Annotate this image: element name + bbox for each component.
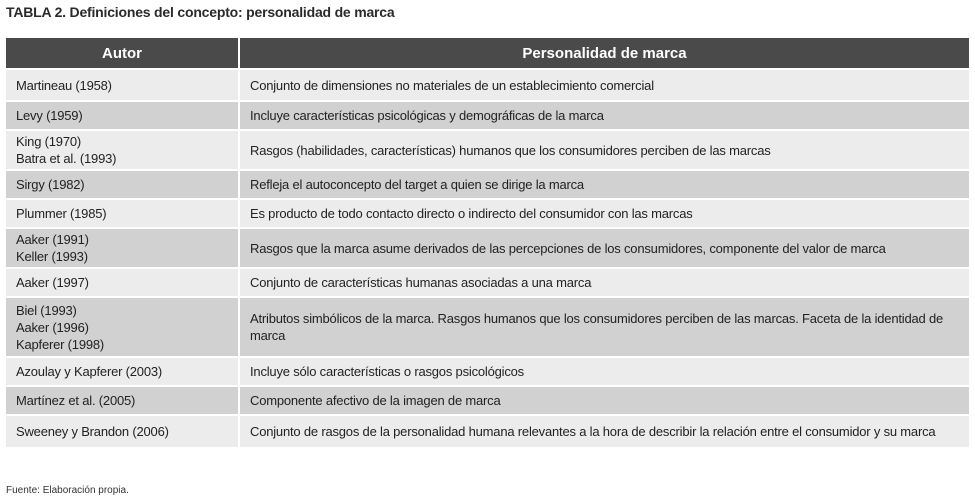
table-row xyxy=(6,385,969,414)
table-row xyxy=(6,227,969,267)
table-row xyxy=(6,100,969,129)
table-row xyxy=(6,198,969,227)
author-name: Kapferer (1998) xyxy=(16,336,105,352)
author-name: Martínez et al. (2005) xyxy=(16,393,136,408)
definition-cell: Es producto de todo contacto directo o indirecto del consumidor con las marcas xyxy=(240,198,969,227)
definitions-table xyxy=(6,38,969,447)
table-row xyxy=(6,68,969,100)
author-name: Aaker (1991) xyxy=(16,232,89,247)
definition-cell: Atributos simbólicos de la marca. Rasgos humanos que los consumidores perciben de las marcas. Faceta de la identidad de marca xyxy=(240,296,969,356)
author-cell xyxy=(6,100,240,129)
table-body xyxy=(6,68,969,447)
author-name: Aaker (1997) xyxy=(16,275,89,290)
table-header-row xyxy=(6,38,969,68)
table-row xyxy=(6,129,969,169)
author-name: Keller (1993) xyxy=(16,249,88,264)
author-name: Sweeney y Brandon (2006) xyxy=(16,424,169,439)
author-cell xyxy=(6,198,240,227)
author-name: Aaker (1996) xyxy=(16,319,89,335)
definition-cell: Componente afectivo de la imagen de marca xyxy=(240,385,969,414)
author-cell xyxy=(6,356,240,385)
definition-cell: Rasgos (habilidades, características) humanos que los consumidores perciben de las marcas xyxy=(240,129,969,169)
definition-cell: Conjunto de características humanas asociadas a una marca xyxy=(240,267,969,296)
author-cell xyxy=(6,169,240,198)
author-name: Biel (1993) xyxy=(16,302,77,318)
author-cell xyxy=(6,267,240,296)
definition-cell: Rasgos que la marca asume derivados de las percepciones de los consumidores, componente del valor de marca xyxy=(240,227,969,267)
definition-cell: Conjunto de dimensiones no materiales de un establecimiento comercial xyxy=(240,68,969,100)
table-row xyxy=(6,356,969,385)
author-cell xyxy=(6,414,240,447)
definition-cell: Refleja el autoconcepto del target a quien se dirige la marca xyxy=(240,169,969,198)
table-title: TABLA 2. Definiciones del concepto: personalidad de marca xyxy=(6,4,395,20)
definition-cell: Incluye características psicológicas y demográficas de la marca xyxy=(240,100,969,129)
table-row xyxy=(6,296,969,356)
author-name: Plummer (1985) xyxy=(16,206,107,221)
header-autor: Autor xyxy=(6,38,240,68)
header-personalidad-de-marca: Personalidad de marca xyxy=(240,38,969,68)
definition-cell: Conjunto de rasgos de la personalidad humana relevantes a la hora de describir la relación entre el consumidor y su marca xyxy=(240,414,969,447)
table-row xyxy=(6,267,969,296)
author-name: Martineau (1958) xyxy=(16,77,112,93)
table-row xyxy=(6,169,969,198)
author-name: Sirgy (1982) xyxy=(16,177,85,192)
author-name: King (1970) xyxy=(16,134,82,149)
author-cell xyxy=(6,227,240,267)
author-cell xyxy=(6,68,240,100)
author-cell xyxy=(6,385,240,414)
author-cell xyxy=(6,129,240,169)
source-note: Fuente: Elaboración propia. xyxy=(6,485,129,496)
author-name: Batra et al. (1993) xyxy=(16,151,117,166)
author-cell xyxy=(6,296,240,356)
definition-cell: Incluye sólo características o rasgos psicológicos xyxy=(240,356,969,385)
author-name: Levy (1959) xyxy=(16,108,83,123)
author-name: Azoulay y Kapferer (2003) xyxy=(16,364,163,379)
table-row xyxy=(6,414,969,447)
